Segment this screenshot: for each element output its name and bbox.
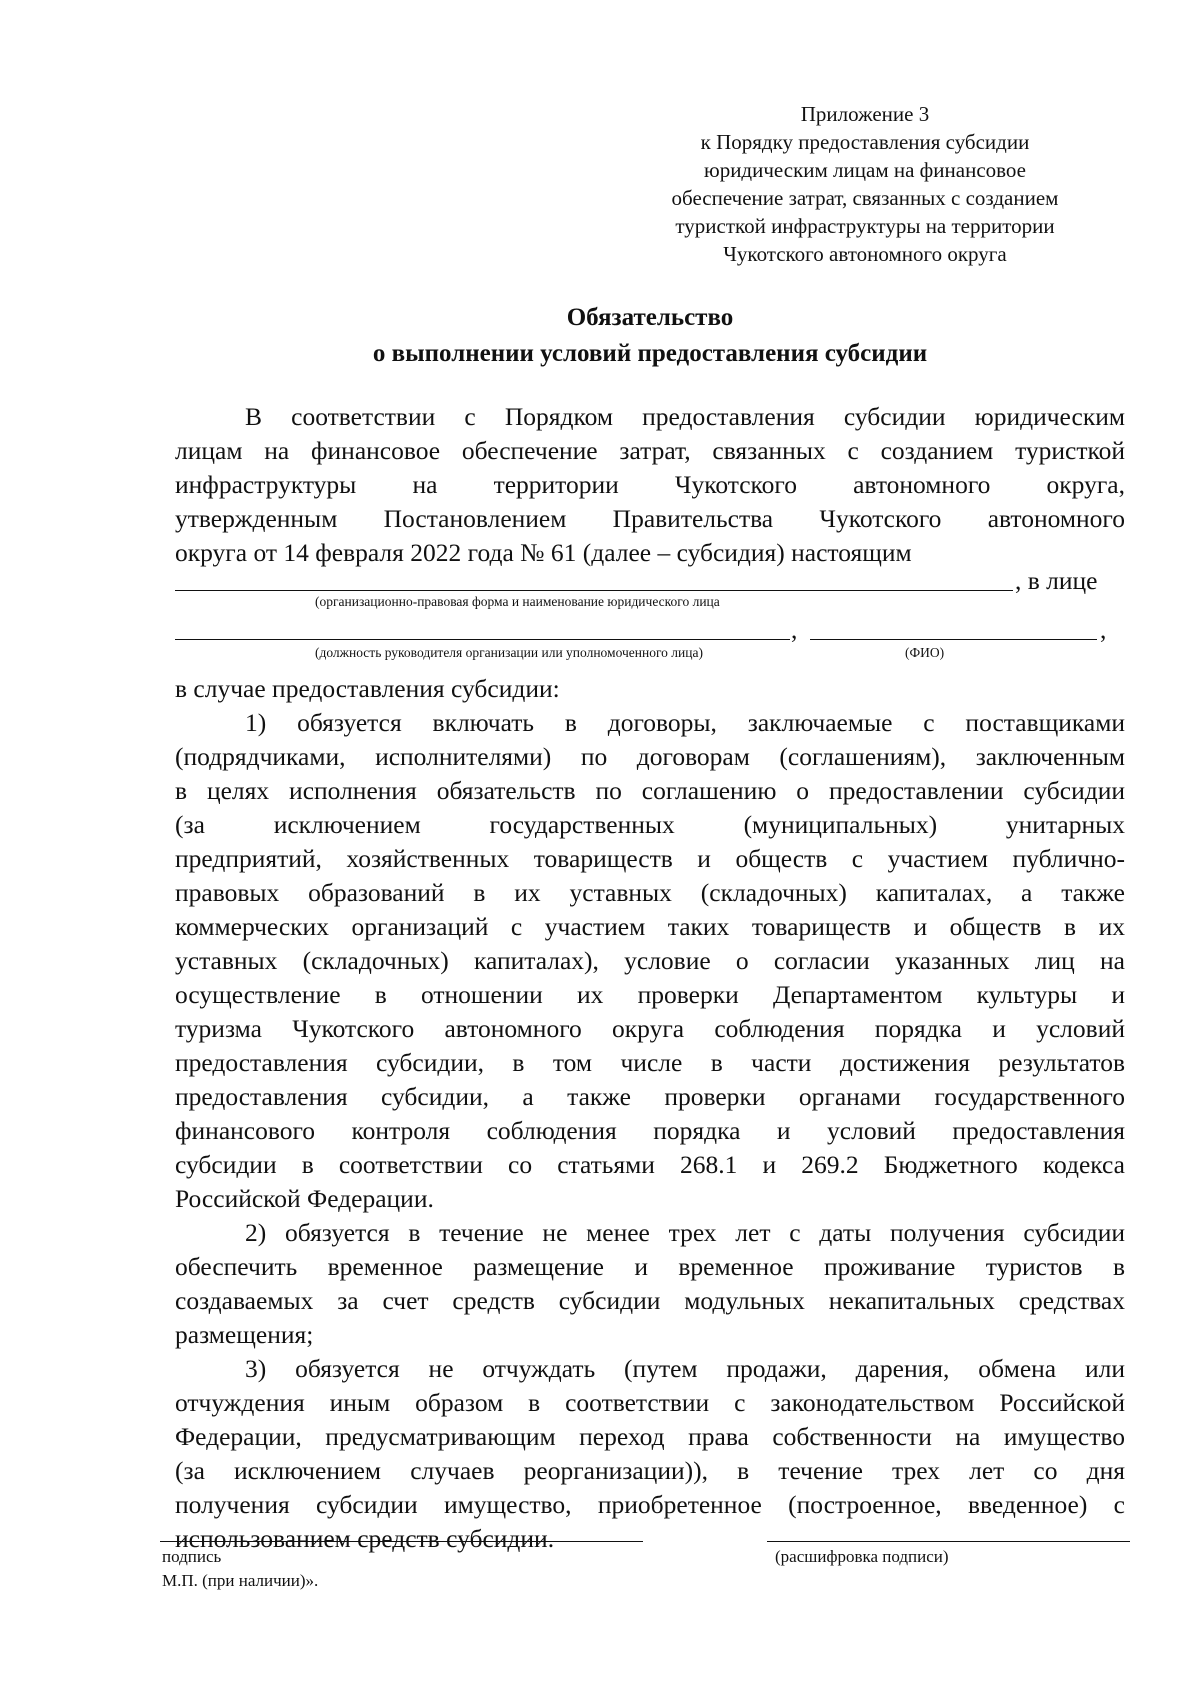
list-line: осуществление в отношении их проверки Департаментом культуры и: [175, 980, 1125, 1009]
list-line: предоставления субсидии, в том числе в части достижения результатов: [175, 1048, 1125, 1077]
intro-line: инфраструктуры на территории Чукотского автономного округа,: [175, 470, 1125, 499]
signature-decode-label: (расшифровка подписи): [775, 1547, 949, 1566]
intro-line: округа от 14 февраля 2022 года № 61 (далее – субсидия) настоящим: [175, 538, 912, 567]
list-line: использованием средств субсидии.: [175, 1524, 555, 1553]
list-line: отчуждения иным образом в соответствии с законодательством Российской: [175, 1388, 1125, 1417]
fio-caption: (ФИО): [905, 645, 945, 660]
list-lead: в случае предоставления субсидии:: [175, 674, 560, 703]
list-line: (за исключением государственных (муниципальных) унитарных: [175, 810, 1125, 839]
list-item-1: [175, 706, 1125, 1216]
appendix-header: [600, 100, 1130, 268]
list-line: обеспечить временное размещение и временное проживание туристов в: [175, 1252, 1125, 1281]
list-line: финансового контроля соблюдения порядка и условий предоставления: [175, 1116, 1125, 1145]
list-line: туризма Чукотского автономного округа соблюдения порядка и условий: [175, 1014, 1125, 1043]
list-line: (подрядчиками, исполнителями) по договорам (соглашениям), заключенным: [175, 742, 1125, 771]
list-line: 1) обязуется включать в договоры, заключаемые с поставщиками: [245, 708, 1125, 737]
signature-label: подпись: [162, 1547, 222, 1566]
position-line[interactable]: [175, 639, 790, 640]
list-line: коммерческих организаций с участием таких товариществ и обществ в их: [175, 912, 1125, 941]
title-line-1: Обязательство: [566, 304, 734, 331]
intro-line: утвержденным Постановлением Правительства Чукотского автономного: [175, 504, 1125, 533]
list-item-2: [175, 1216, 1125, 1352]
list-line: создаваемых за счет средств субсидии модульных некапитальных средствах: [175, 1286, 1125, 1315]
comma-separator: ,: [791, 615, 798, 644]
list-line: Федерации, предусматривающим переход права собственности на имущество: [175, 1422, 1125, 1451]
position-caption: (должность руководителя организации или уполномоченного лица): [315, 645, 703, 660]
list-line: (за исключением случаев реорганизации)), в течение трех лет со дня: [175, 1456, 1125, 1485]
list-item-3: [175, 1352, 1125, 1556]
list-line: предприятий, хозяйственных товариществ и обществ с участием публично-: [175, 844, 1125, 873]
list-line: уставных (складочных) капиталах), условие о согласии указанных лиц на: [175, 946, 1125, 975]
appendix-line: юридическим лицам на финансовое: [704, 158, 1026, 182]
org-name-caption: (организационно-правовая форма и наименование юридического лица: [315, 594, 720, 609]
list-line: правовых образований в их уставных (складочных) капиталах, а также: [175, 878, 1125, 907]
list-line: Российской Федерации.: [175, 1184, 434, 1213]
list-line: предоставления субсидии, а также проверки органами государственного: [175, 1082, 1125, 1111]
appendix-line: обеспечение затрат, связанных с созданием: [671, 186, 1059, 210]
list-line: в целях исполнения обязательств по соглашению о предоставлении субсидии: [175, 776, 1125, 805]
list-line: размещения;: [175, 1320, 314, 1349]
list-line: субсидии в соответствии со статьями 268.1 и 269.2 Бюджетного кодекса: [175, 1150, 1125, 1179]
intro-line: лицам на финансовое обеспечение затрат, связанных с созданием туристкой: [175, 436, 1125, 465]
appendix-line: Приложение 3: [800, 102, 930, 126]
org-name-line[interactable]: [175, 590, 1013, 591]
signature-decode-line[interactable]: [767, 1541, 1130, 1542]
fio-line[interactable]: [810, 639, 1097, 640]
stamp-label: М.П. (при наличии)».: [162, 1571, 319, 1590]
title-line-2: о выполнении условий предоставления субсидии: [372, 340, 928, 367]
appendix-line: к Порядку предоставления субсидии: [700, 130, 1030, 154]
intro-line: В соответствии с Порядком предоставления субсидии юридическим: [245, 402, 1125, 431]
appendix-line: туристкой инфраструктуры на территории: [675, 214, 1055, 238]
appendix-line: Чукотского автономного округа: [723, 242, 1007, 266]
intro-paragraph: [175, 400, 1125, 570]
in-person-suffix: , в лице: [1015, 566, 1098, 595]
document-title: [170, 300, 1130, 372]
trailing-comma: ,: [1100, 615, 1107, 644]
list-line: 3) обязуется не отчуждать (путем продажи, дарения, обмена или: [245, 1354, 1125, 1383]
obligations-list: [175, 672, 1125, 1556]
list-line: 2) обязуется в течение не менее трех лет с даты получения субсидии: [245, 1218, 1125, 1247]
list-line: получения субсидии имущество, приобретенное (построенное, введенное) с: [175, 1490, 1125, 1519]
signature-line[interactable]: [160, 1541, 643, 1542]
